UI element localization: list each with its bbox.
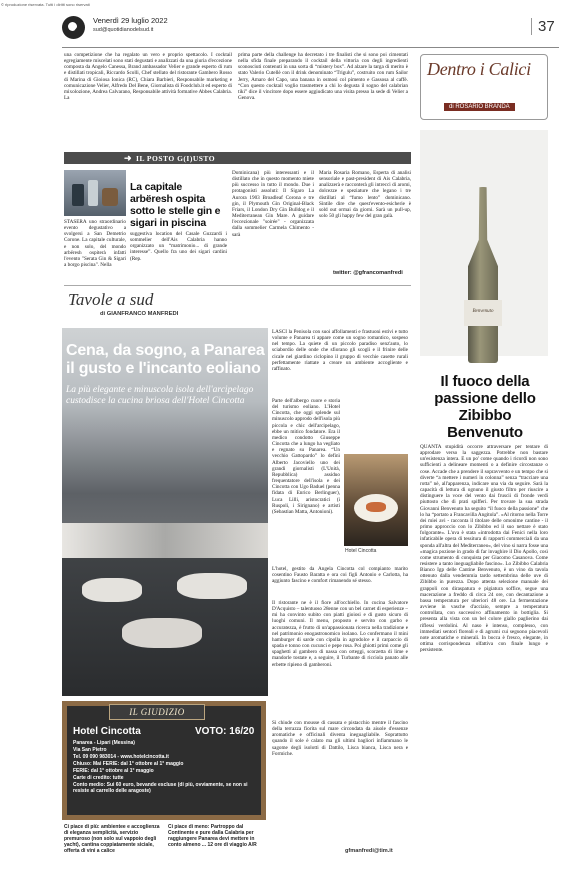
newspaper-logo-icon: [62, 16, 85, 39]
contact-email: sud@quotidianodelsud.it: [93, 27, 154, 33]
wine-column-byline: di ROSARIO BRANDA: [444, 103, 515, 111]
hotel-terrace-photo: [62, 328, 268, 696]
wine-headline: Il fuoco della passione dello Zibibbo Benvenuto: [434, 373, 536, 441]
arrow-right-icon: ➜: [124, 153, 133, 163]
verdict-street: Via San Pietro: [73, 747, 107, 753]
wine-label: [464, 300, 502, 326]
reproduction-note: © riproduzione riservata. Tutti i diritti sono riservati: [1, 2, 90, 7]
main-text-closing: Si chiude con mousse di cassata e pistacchio mentre il fascino della terrazza fiorita sul mare circondata da aiuole d'essenze aromatiche e officinali diventa ineguagliabile. Soprattutto quando il sole è calato ma gli ultimi bagliori infiammano le sagome degli isolotti di Dattilo, Lisca bianca, Lisca nera e Formiche.: [272, 720, 408, 757]
column-title: Tavole a sud: [68, 290, 154, 309]
gin-event-col5: Maria Rosaria Romano, Esperta di analisi sensoriale e past-president di Ais Calabria, analizzerà e racconterà gli intrecci di aromi, dolcezze e speziature che legano i tre distillati al “fumo lento” dominicano. Sintile dire che quest'evento-esicherie è sold out ormai da giorni. Sarà un pull-up, solo 50 gli happy few del gran galà.: [319, 170, 411, 220]
top-article-col2: prima parte della challenge ha decretato i tre finalisti che si sono poi cimentati nella sfida finale preparando il cocktail della vittoria con degli ingredienti sconosciuti contenuti in una sorta di “mistery box”. Ad alzare la targa di merito è stato Valerio Cutellè con il drink denominato “Trigulu”, costruito con rum Sailor Jerry, Amaro del Capo, una banana in osmosi col pimento e Gassosa al caffè. “Con questo cocktail voglio trasmettere a chi lo degusta il sogno del calabrian tiki” dice il vincitore dopo essere aggiudicato una visita presso la sede di Velier a Genova.: [238, 52, 408, 102]
gin-event-headline: La capitale arbëresh ospita sotto le stelle gin e sigari in piscina: [130, 181, 221, 229]
gin-event-caption: STASERA uno straordinario evento degustativo a svolgersi a San Demetrio Corone. La capitale culturale, e non solo, del mondo arbëresh ospiterà infatti l'evento "Serata Gin & Sigari a borgo piscina". Nella: [64, 219, 126, 269]
top-article-col1: una competizione che ha regalato un vero e proprio spettacolo. I cocktail egregiamente miscelati sono stati degustati e analizzati da una giuria d'eccezione composta da Angelo Canessa, Brand ambassador Velier e grande esperto di rum e distillati tropicali, Riccardo Scolli, Chef stellato del ristorante Gambero Rosso di Marina di Gioiosa Ionica (RC), Chiara Barbieri, Responsabile marketing e comunicazione Velier, Alfredo Del Bene, Giornalista di Foodclub.it ed esperto di mixolozione, Andrea Calvarano, Responsabile attività formative Abbes Calabria. La: [64, 52, 232, 102]
main-text-intro: LASCI la Penisola con suoi affollamenti e frastuoni estivi e tutto volume e Panarea ti appare come un sogno romantico, sospeso nel tempo. La quiete di un piccolo paradiso senz'auto, lo sciabordio delle onde che sfiorano gli scogli e il frinire delle cicale nel giardino ciclopino il gruppo di vecchie casette rurali perfettamente riattate a creare un ambiente accogliente e raffinato.: [272, 329, 408, 372]
verdict-cards: Carte di credito: tutte: [73, 775, 124, 781]
main-text-hotel: L'hotel, gestito da Angela Cincotta col compianto marito cosentino Fausto Baratta e ora coi figli Antonio e Carlotta, ha aggiunto fascino e comfort rimanendo sé stesso.: [272, 566, 408, 585]
gin-event-col3: suggestiva location del Casale Guzzardi i sommelier dell'Ais Calabria hanno organizzato un “matrimonio... di grande interesse”. Quello fra uno dei sigari cardini (Rep.: [130, 231, 227, 262]
author-email: gfmanfredi@tim.it: [345, 848, 393, 854]
main-subhead: La più elegante e minuscola isola dell'arcipelago custodisce la cucina briosa dell'Hotel Cincotta: [66, 385, 254, 406]
page-number: 37: [531, 18, 555, 35]
verdict-phone: Tel. 09 090 983014 - www.hotelcincotta.it: [73, 754, 169, 760]
issue-date: Venerdì 29 luglio 2022: [93, 16, 168, 25]
main-text-history: Parte dell'albergo cuore e storia del turismo eoliano. L'Hotel Cincotta, che oggi splende sul minuscolo approdo dell'isola più piccola e chic dell'arcipelago, ebbe un mitico fondatore. Era il medico condotto Giuseppe Cincotta che a lungo ha vegliato e regnato su Panarea. “Un vecchio Gattopardo” lo definì Alberto Jacoviello uno dei grandi giornalisti (L'Unità, Repubblica) assiduo frequentatore dell'isola e dei Cincotta con Ugo Baduel (penna fidata di Enrico Berlinguer), Luca Lilli, aristocratici (i Ruspoli, i Sirignano) e artisti (Sebastian Matta, Antonioni).: [272, 398, 340, 515]
gin-event-col4: Dominicana) più interessanti e il distillato che in questo momento miete più successo in tutto il mondo. Due i protagonisti assoluti: Il Sigaro La Aurora 1903 Broadleaf Corona e tre gin, il Plymouth Gin Original-Black Friars, il London Dry Gin Bulldog e il Mediterranean Gin Mare. A guidare l'eccezionale "soirée" - organizzata dalla sommelier Carmela Chimento - sarà: [232, 170, 314, 238]
section-bar-label: IL POSTO G(I)USTO: [136, 154, 216, 163]
wine-column-brand-box: [420, 54, 548, 120]
verdict-dislikes: Ci piace di meno: Partroppo dal Continente e pure dalla Calabria per raggiungere Panarea devi mettere in conto almeno ... 12 ore di viaggio A/R: [168, 824, 257, 848]
main-headline: Cena, da sogno, a Panarea il gusto e l'incanto eoliano: [66, 342, 265, 377]
verdict-location: Panarea - Lipari (Messina): [73, 740, 135, 746]
verdict-price: Conto medio: Sui 60 euro, bevande escluse (di più, ovviamente, se non si resiste al carrello delle aragoste): [73, 782, 248, 794]
verdict-score: VOTO: 16/20: [195, 726, 255, 737]
verdict-holidays: FERIE: dal 1° ottobre al 1° maggio: [73, 768, 154, 774]
verdict-closed: Chiuso: Mai FERIE: dal 1° ottobre al 1° maggio: [73, 761, 184, 767]
section-bar: [64, 152, 411, 164]
verdict-likes: Ci piace di più: ambientee e accoglienza di eleganza semplicità, servizio premuroso (non solo sul vappoio degli yacht), cantina coppiatamente siciale, offerta di vini a calice: [64, 824, 160, 854]
dish-photo-caption: Hotel Cincotta: [345, 548, 377, 554]
verdict-board: [62, 701, 266, 820]
wine-label-text: Benvenuto: [472, 309, 494, 314]
wine-body: QUANTA stupidità occorre attraversare per tentare di approdare verso la saggezza. Potrebbe non bastare un'esistenza intera. E un po' come quando i ricordi non sono sufficienti a delineare momenti o a definire circostanze o cose. Accade che a prendere il sopravvento e un tempo che si diverte “a mettere i numeri in colonna” senza “tracciare una rotta” nè, all'apparenza, indicare una via da seguire. Sarà la capacità di lettura di ognuno il giusto filtro per riuscire a distinguere la voce del vento dai fruscii di fronde verdi piuttosto che di prati spifferi. Per trovare la sua strada Giovanni Benvenuto ha seguito “il fuoco della passione” che lo ha “portato a Francavilla Angitola”. «Al ritorno nella Torre dei miei avi - racconta il titolare delle omonime cantine - il primo approccio con lo Zibibbo ed il suo nettare è stato folgorante». L'uva è stata «introdotta dai Fenici nella loro infaticabile opera di tessitura di rapporti commerciali da una sponda all'altra del Mediterraneo», del vino si narra fosse una «magica pozione in grado di far invaghire il Dio Apollo, così come strumento di conquista per Giacomo Casanova. Come resistere a tanto ineguagliabile fascino». Lo Zibibbo Calabria Bianco Igp delle Cantine Benvenuto, è un vino da tavola ottenuto dalla vendemmia tardo settembrina delle uve di Zibibbo in purezza. Dopo attenta selezione manuale dei grappoli con diraspatura e pigiatura soffice, segue una macerazione a freddo di circa 24 ore, con decantazione a bassa temperatura per ulteriori 48 ore. La fermentazione avviene in vasche d'acciaio, sempre a temperatura controllata, con successivo affinamento in bottiglia. Si presenta alla vista con un bel colore giallo paglierino dai riflessi verdolini. Al naso è intenso, complesso, con immediati sentori floreali e di agrumi cui seguono piacevoli note aromatiche e minerali. In bocca è fresco, elegante, in ottima corrispondenza olfattiva con finale lungo e persistente.: [420, 444, 548, 654]
verdict-title: IL GIUDIZIO: [109, 704, 205, 720]
verdict-hotel: Hotel Cincotta: [73, 726, 141, 737]
column-byline: di GIANFRANCO MANFREDI: [100, 311, 179, 317]
twitter-handle: twitter: @gfrancomanfredi: [333, 270, 403, 276]
wine-column-brand: Dentro i Calici: [427, 59, 531, 79]
main-text-restaurant: Il ristorante ne è il fiore all'occhiello. In cucina Salvatore D'Acquisto – talentuoso 28enne con un bel carnet di esperienze – mi ha convinto subito con piatti gioiosi e di gusto sicuro di luoghi comuni. Il menu, proposto e servito con garbo e accuratezza, è frutto di un'appassionata ricerca nella tradizione e nel patrimonio enogastronomico isolano. Lo confermano il mini hamburger di sarde con cipolla in agrodolce e il carpaccio di spada e tonno con cucunci e pepe rosa. Poi ghiotti primi come gli spaghetti al gambero di nassa con orteggi, scorzetta di lime e mandorle tostate e, a seguire, il Turbante di ricciola panato alle erbette ripieno di gamberoni.: [272, 600, 408, 668]
gin-event-photo: [64, 170, 126, 216]
hotel-dish-photo: [344, 454, 408, 546]
